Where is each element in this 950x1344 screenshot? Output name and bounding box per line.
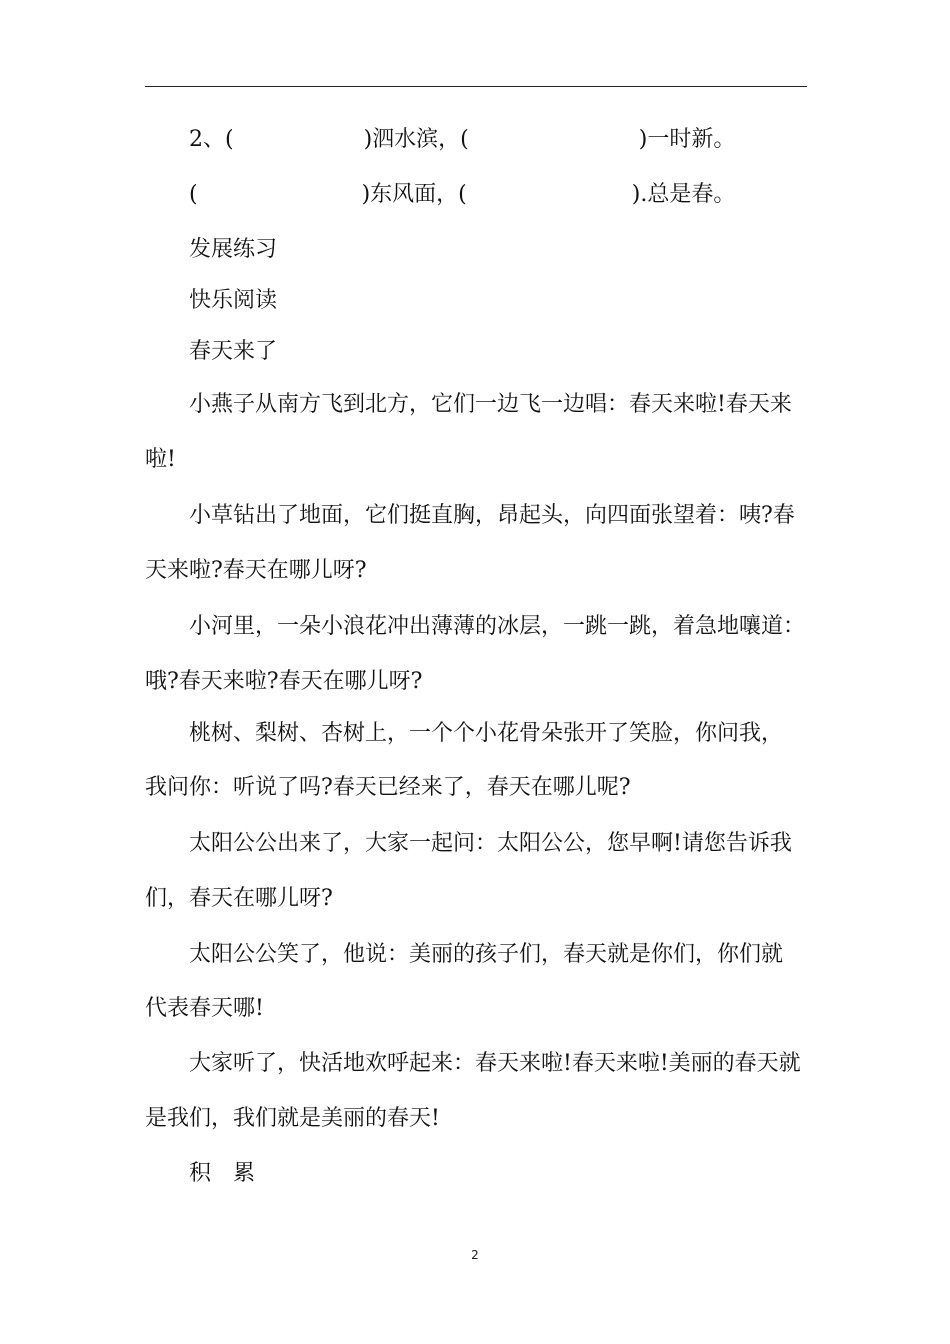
story-paragraph-line: 们，春天在哪儿呀? (145, 886, 333, 911)
story-paragraph-line: 小草钻出了地面，它们挺直胸，昂起头，向四面张望着：咦?春 (189, 503, 795, 528)
story-paragraph-line: 大家听了，快活地欢呼起来：春天来啦!春天来啦!美丽的春天就 (189, 1051, 801, 1076)
heading-accumulate: 积 累 (189, 1161, 256, 1186)
fill-in-1-part-a: 2、( (189, 127, 234, 152)
fill-in-2-part-c: ).总是春。 (631, 182, 736, 207)
fill-in-1-part-b: )泗水滨，( (363, 127, 469, 152)
story-paragraph-line: 小河里，一朵小浪花冲出薄薄的冰层，一跳一跳，着急地嚷道： (189, 614, 806, 639)
story-paragraph-line: 是我们，我们就是美丽的春天! (145, 1106, 440, 1131)
story-paragraph-line: 代表春天哪! (145, 996, 264, 1021)
story-title: 春天来了 (189, 339, 278, 364)
story-paragraph-line: 桃树、梨树、杏树上，一个个小花骨朵张开了笑脸，你问我， (189, 721, 784, 746)
fill-in-line-1 (189, 125, 735, 155)
story-paragraph-line: 小燕子从南方飞到北方，它们一边飞一边唱：春天来啦!春天来 (189, 392, 792, 417)
fill-in-2-part-a: ( (189, 182, 198, 207)
story-paragraph-line: 我问你：听说了吗?春天已经来了，春天在哪儿呢? (145, 775, 631, 800)
story-paragraph-line: 天来啦?春天在哪儿呀? (145, 558, 367, 583)
story-paragraph-line: 啦! (145, 447, 176, 472)
story-paragraph-line: 哦?春天来啦?春天在哪儿呀? (145, 669, 423, 694)
story-paragraph-line: 太阳公公出来了，大家一起问：太阳公公，您早啊!请您告诉我 (189, 831, 792, 856)
fill-in-2-part-b: )东风面，( (361, 182, 467, 207)
fill-in-line-2 (189, 180, 735, 210)
fill-in-1-part-c: )一时新。 (638, 127, 736, 152)
header-rule (145, 86, 807, 87)
page-number: 2 (471, 1248, 479, 1262)
heading-practice: 发展练习 (189, 237, 278, 262)
story-paragraph-line: 太阳公公笑了，他说：美丽的孩子们，春天就是你们，你们就 (189, 942, 784, 967)
heading-reading: 快乐阅读 (189, 288, 278, 313)
